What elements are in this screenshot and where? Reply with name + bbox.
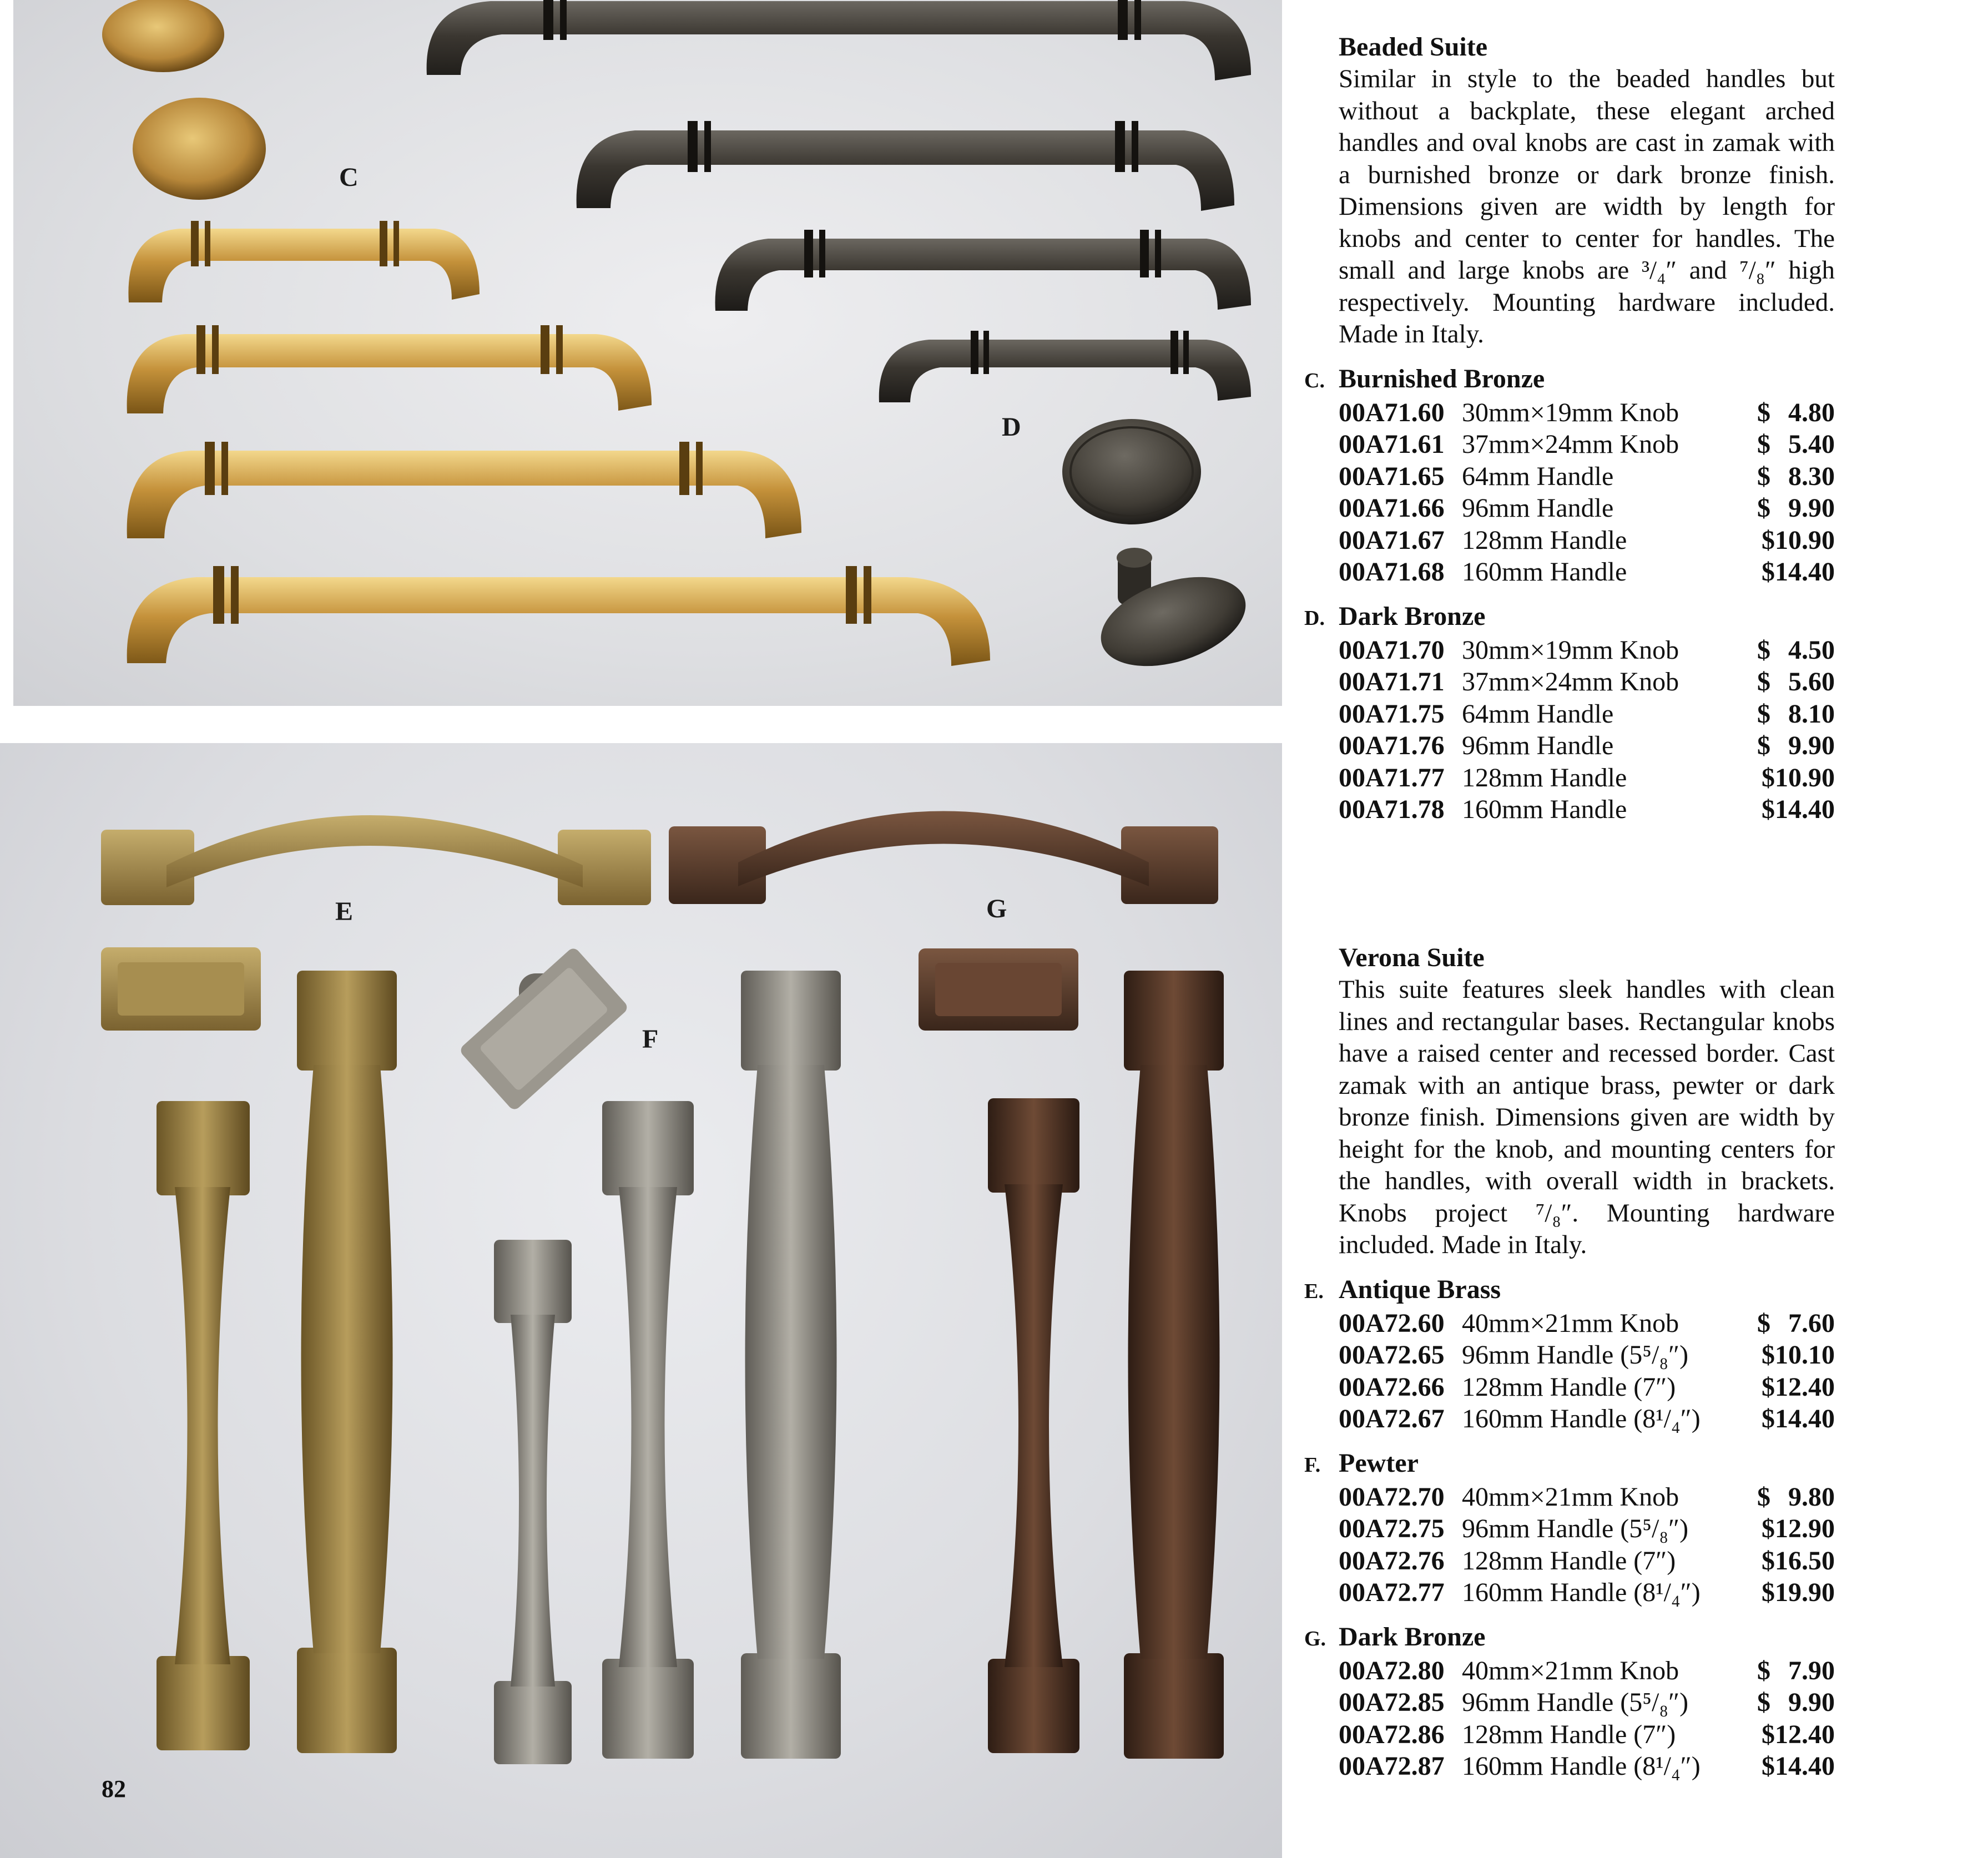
price-row [1339,1687,1835,1719]
item-sku: 00A71.68 [1339,557,1445,587]
price-row [1339,1371,1835,1403]
finish-name: Burnished Bronze [1339,363,1545,393]
item-sku: 00A72.60 [1339,1308,1445,1338]
antique-brass-handle-96 [157,1101,250,1750]
price-row [1339,492,1835,524]
finish-block [1304,1621,1876,1783]
item-description: 30mm×19mm Knob [1462,397,1679,427]
price-currency: $ [1757,430,1770,459]
item-sku: 00A72.85 [1339,1688,1445,1717]
item-sku: 00A72.75 [1339,1514,1445,1543]
price-row [1339,524,1835,557]
verona-hardware-illustration [0,743,1282,1858]
item-description: 96mm Handle [1462,731,1614,760]
dark-bronze-handle-160 [1124,971,1224,1759]
price-currency: $ [1757,493,1770,523]
item-description: 37mm×24mm Knob [1462,667,1679,696]
finish-name: Pewter [1339,1448,1419,1478]
price-row [1339,762,1835,794]
item-sku: 00A72.86 [1339,1719,1445,1749]
price-amount: 7.90 [1788,1655,1835,1685]
finish-name: Dark Bronze [1339,1622,1486,1652]
dark-bronze-handle-96 [988,1098,1079,1753]
antique-brass-knob [101,947,261,1031]
price-row [1339,666,1835,698]
pewter-handle-64 [494,1240,572,1764]
item-price [1757,397,1835,429]
dark-bronze-large-knob [1062,419,1201,524]
item-description: 160mm Handle (8¹/₄″) [1462,1751,1701,1781]
item-sku: 00A72.77 [1339,1578,1445,1607]
item-description: 37mm×24mm Knob [1462,430,1679,459]
item-price [1757,1750,1835,1783]
item-sku: 00A72.67 [1339,1404,1445,1433]
price-amount: 9.90 [1788,1688,1835,1717]
price-amount: $16.50 [1762,1546,1835,1576]
beaded-suite-title: Beaded Suite [1339,32,1488,62]
dark-bronze-handle-128 [577,121,1234,211]
finish-heading [1304,1621,1876,1655]
pewter-handle-160 [741,971,841,1759]
verona-finish-list [1304,1274,1876,1783]
dark-bronze-knob [919,948,1078,1031]
price-row [1339,1481,1835,1513]
item-description: 128mm Handle (7″) [1462,1719,1676,1749]
finish-heading [1304,1274,1876,1307]
verona-suite-description: This suite features sleek handles with clean lines and rectangular bases. Rectangular knobs have a raised center and recessed border. Cast zamak with an antique brass, pewter or dark bronze finish. Dimensions given are width by height for the knob, and mounting centers for the handles, with overall width in brackets. Knobs project ⁷/₈″. Mounting hardware included. Made in Italy. [1339,975,1835,1259]
price-amount: $14.40 [1762,1751,1835,1781]
price-amount: 4.80 [1788,397,1835,427]
item-description: 96mm Handle (5⁵/₈″) [1462,1514,1689,1543]
finish-letter: D. [1304,606,1325,630]
price-amount: 5.60 [1788,667,1835,696]
item-price [1757,428,1835,461]
price-currency: $ [1757,397,1770,427]
pewter-knob [458,946,629,1112]
item-price [1757,1307,1835,1340]
price-row [1339,698,1835,730]
price-amount: 4.50 [1788,635,1835,665]
price-currency: $ [1757,1688,1770,1717]
item-sku: 00A72.76 [1339,1546,1445,1576]
item-description: 96mm Handle (5⁵/₈″) [1462,1688,1689,1717]
price-amount: $14.40 [1762,557,1835,587]
item-price [1757,492,1835,524]
item-price [1757,730,1835,762]
price-currency: $ [1757,1482,1770,1512]
price-amount: 9.80 [1788,1482,1835,1512]
item-sku: 00A72.80 [1339,1655,1445,1685]
item-price [1757,1339,1835,1371]
page-number: 82 [102,1775,126,1803]
item-sku: 00A71.66 [1339,493,1445,523]
item-description: 128mm Handle [1462,763,1627,792]
label-f: F [642,1024,659,1054]
price-amount: 5.40 [1788,430,1835,459]
pewter-handle-96 [602,1101,694,1759]
burnished-large-knob [133,98,266,200]
item-price [1757,794,1835,826]
dark-bronze-handle-96 [715,230,1251,311]
verona-suite-photo [0,743,1282,1858]
item-price [1757,1545,1835,1577]
item-description: 160mm Handle (8¹/₄″) [1462,1404,1701,1433]
finish-letter: C. [1304,368,1325,392]
antique-brass-handle-horizontal [101,815,651,905]
label-d: D [1002,412,1021,442]
price-amount: $10.90 [1762,763,1835,792]
item-sku: 00A72.66 [1339,1372,1445,1402]
price-currency: $ [1757,461,1770,491]
item-price [1757,634,1835,667]
finish-letter: E. [1304,1279,1324,1303]
beaded-suite-photo [13,0,1282,706]
dark-bronze-small-knob [1089,548,1257,683]
price-amount: $14.40 [1762,1404,1835,1433]
item-price [1757,524,1835,557]
item-sku: 00A71.75 [1339,699,1445,729]
price-amount: $12.90 [1762,1514,1835,1543]
dark-bronze-handle-64 [879,331,1251,402]
price-row [1339,556,1835,588]
item-sku: 00A71.71 [1339,667,1445,696]
item-description: 128mm Handle (7″) [1462,1372,1676,1402]
burnished-handle-160 [127,566,990,666]
burnished-small-knob [102,0,224,72]
finish-heading [1304,1447,1876,1481]
price-row [1339,1577,1835,1609]
item-sku: 00A71.76 [1339,731,1445,760]
price-currency: $ [1757,1655,1770,1685]
item-price [1757,1371,1835,1403]
item-price [1757,1577,1835,1609]
item-sku: 00A71.78 [1339,795,1445,824]
item-description: 160mm Handle [1462,795,1627,824]
item-description: 96mm Handle [1462,493,1614,523]
beaded-hardware-illustration [13,0,1282,706]
dark-bronze-handle-160 [427,0,1251,80]
price-currency: $ [1757,731,1770,760]
item-description: 64mm Handle [1462,699,1614,729]
item-price [1757,1687,1835,1719]
item-price [1757,1719,1835,1751]
item-description: 128mm Handle [1462,525,1627,555]
price-row [1339,428,1835,461]
price-row [1339,1339,1835,1371]
burnished-handle-64 [128,221,480,302]
finish-heading [1304,363,1876,397]
price-amount: 8.30 [1788,461,1835,491]
price-amount: $10.10 [1762,1340,1835,1370]
finish-block [1304,600,1876,826]
item-description: 160mm Handle [1462,557,1627,587]
beaded-suite-section [1304,31,1876,826]
item-description: 128mm Handle (7″) [1462,1546,1676,1576]
item-price [1757,1513,1835,1545]
price-amount: 9.90 [1788,493,1835,523]
item-sku: 00A71.61 [1339,430,1445,459]
price-row [1339,1403,1835,1435]
label-e: E [335,897,354,926]
item-price [1757,698,1835,730]
verona-suite-section [1304,942,1876,1783]
price-row [1339,730,1835,762]
item-sku: 00A71.70 [1339,635,1445,665]
finish-name: Antique Brass [1339,1274,1501,1304]
item-price [1757,1403,1835,1435]
item-description: 160mm Handle (8¹/₄″) [1462,1578,1701,1607]
item-sku: 00A71.67 [1339,525,1445,555]
item-price [1757,556,1835,588]
finish-block [1304,1274,1876,1435]
item-description: 64mm Handle [1462,461,1614,491]
item-sku: 00A71.60 [1339,397,1445,427]
price-row [1339,461,1835,493]
price-currency: $ [1757,667,1770,696]
item-sku: 00A72.65 [1339,1340,1445,1370]
price-row [1339,397,1835,429]
verona-suite-title: Verona Suite [1339,943,1485,972]
item-price [1757,762,1835,794]
label-g: G [986,894,1007,923]
finish-block [1304,1447,1876,1609]
item-sku: 00A72.70 [1339,1482,1445,1512]
price-amount: $14.40 [1762,795,1835,824]
finish-letter: F. [1304,1453,1321,1477]
item-price [1757,461,1835,493]
finish-heading [1304,600,1876,634]
item-price [1757,1481,1835,1513]
price-amount: 9.90 [1788,731,1835,760]
price-row [1339,1513,1835,1545]
price-currency: $ [1757,635,1770,665]
item-price [1757,1655,1835,1687]
item-description: 40mm×21mm Knob [1462,1308,1679,1338]
item-price [1757,666,1835,698]
price-row [1339,1545,1835,1577]
price-amount: $10.90 [1762,525,1835,555]
price-amount: $12.40 [1762,1719,1835,1749]
antique-brass-handle-160 [297,971,397,1753]
beaded-suite-description: Similar in style to the beaded handles but without a backplate, these elegant arched handles and oval knobs are cast in zamak with a burnished bronze or dark bronze finish. Dimensions given are width by length for knobs and center to center for handles. The small and large knobs are ³/₄″ and ⁷/₈″ high respectively. Mounting hardware included. Made in Italy. [1339,64,1835,349]
burnished-handle-96 [127,325,652,413]
item-description: 40mm×21mm Knob [1462,1482,1679,1512]
price-row [1339,1307,1835,1340]
burnished-handle-128 [127,442,801,538]
price-row [1339,1655,1835,1687]
price-row [1339,1719,1835,1751]
dark-bronze-handle-horizontal [669,811,1218,905]
item-description: 30mm×19mm Knob [1462,635,1679,665]
price-currency: $ [1757,699,1770,729]
finish-name: Dark Bronze [1339,601,1486,631]
item-sku: 00A72.87 [1339,1751,1445,1781]
item-description: 96mm Handle (5⁵/₈″) [1462,1340,1689,1370]
price-amount: 8.10 [1788,699,1835,729]
item-sku: 00A71.65 [1339,461,1445,491]
beaded-finish-list [1304,363,1876,826]
price-amount: 7.60 [1788,1308,1835,1338]
price-row [1339,794,1835,826]
item-sku: 00A71.77 [1339,763,1445,792]
finish-letter: G. [1304,1627,1326,1650]
label-c: C [339,163,359,192]
item-description: 40mm×21mm Knob [1462,1655,1679,1685]
price-amount: $12.40 [1762,1372,1835,1402]
price-row [1339,634,1835,667]
finish-block [1304,363,1876,588]
price-currency: $ [1757,1308,1770,1338]
price-row [1339,1750,1835,1783]
price-amount: $19.90 [1762,1578,1835,1607]
